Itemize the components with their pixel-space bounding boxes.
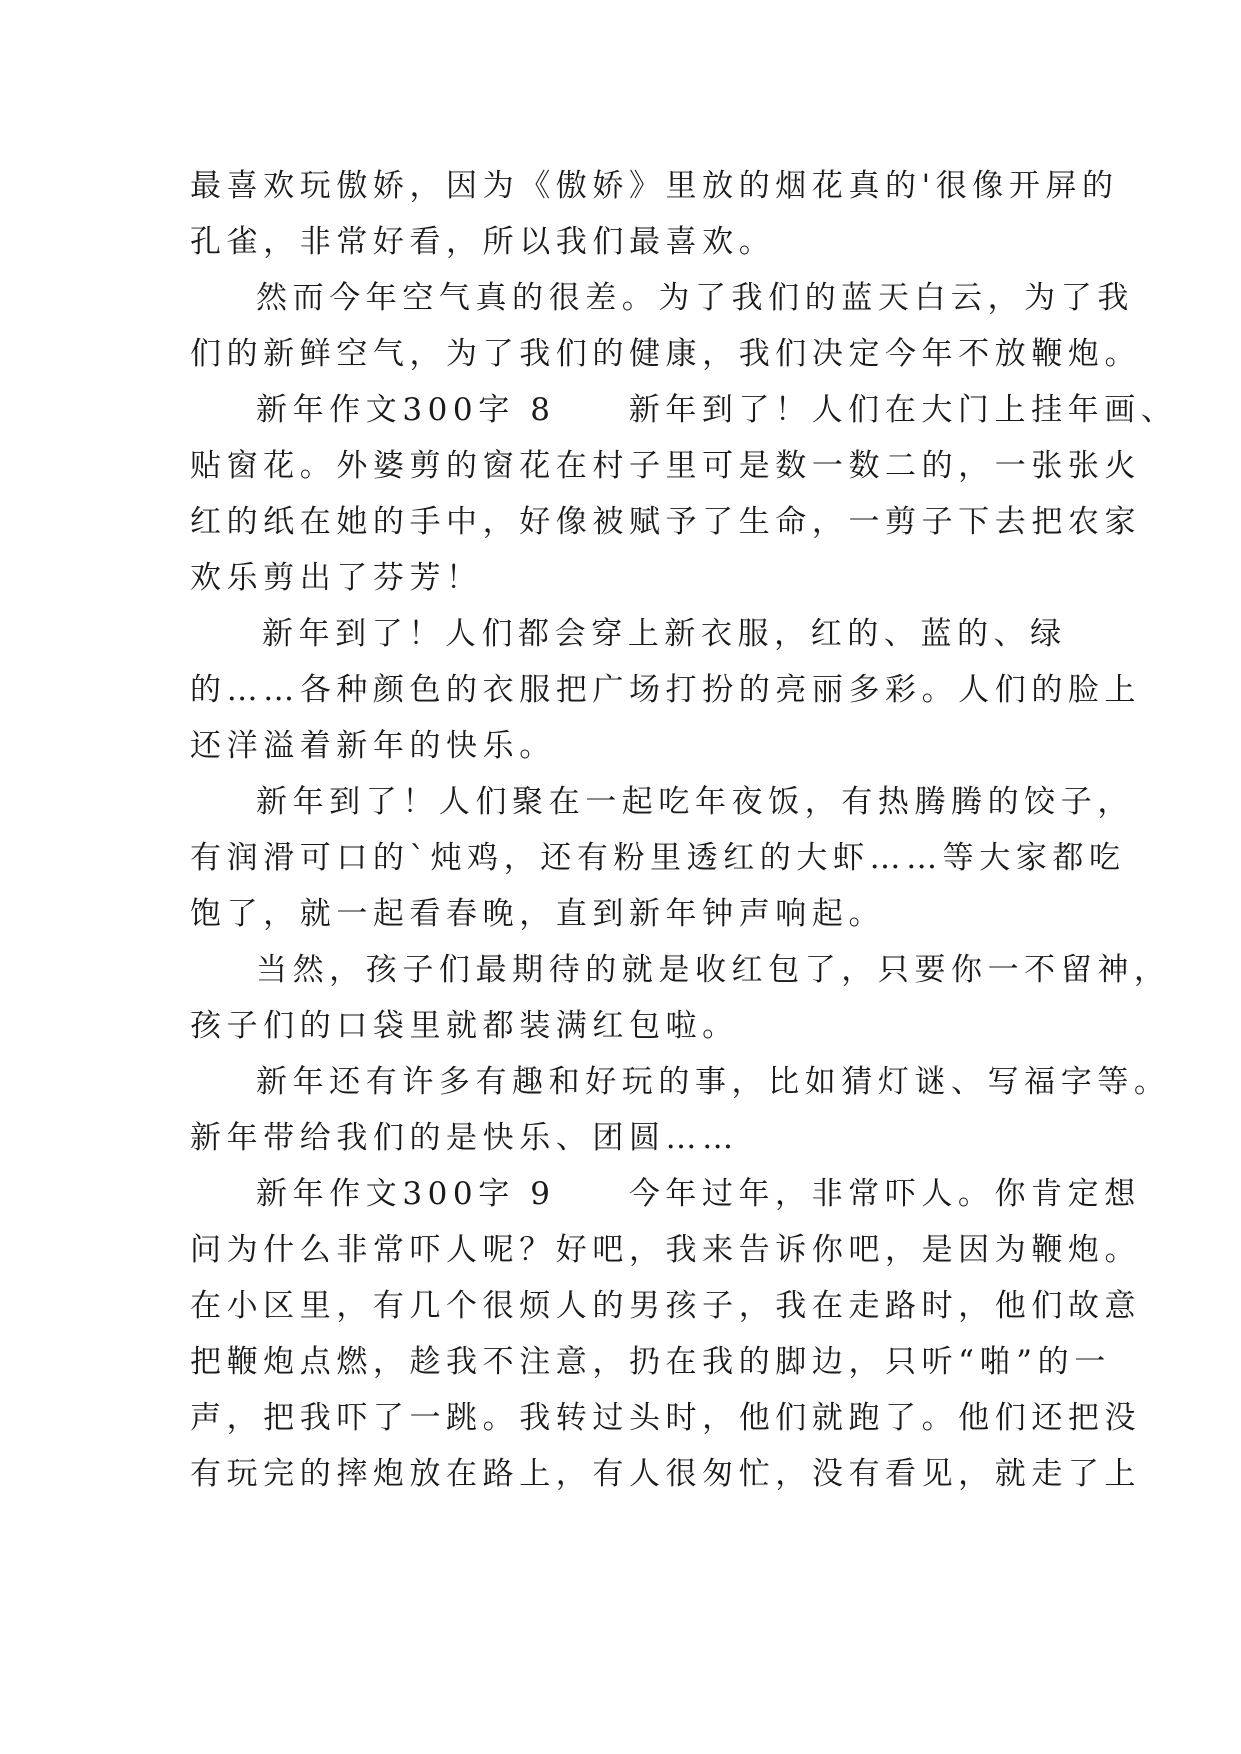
text-line: 新年作文300字 9 今年过年，非常吓人。你肯定想 xyxy=(256,1176,1141,1212)
text-line: 新年到了！人们都会穿上新衣服，红的、蓝的、绿 xyxy=(262,616,1067,652)
text-line: 饱了，就一起看春晚，直到新年钟声响起。 xyxy=(190,896,886,932)
text-line: 最喜欢玩傲娇，因为《傲娇》里放的烟花真的'很像开屏的 xyxy=(190,168,1119,204)
text-line: 欢乐剪出了芬芳！ xyxy=(190,560,483,596)
text-line: 新年还有许多有趣和好玩的事，比如猜灯谜、写福字等。 xyxy=(256,1064,1171,1100)
text-line: 问为什么非常吓人呢？好吧，我来告诉你吧，是因为鞭炮。 xyxy=(190,1232,1142,1268)
text-line: 新年带给我们的是快乐、团圆…… xyxy=(190,1120,739,1156)
text-line: 贴窗花。外婆剪的窗花在村子里可是数一数二的，一张张火 xyxy=(190,448,1142,484)
text-line: 的……各种颜色的衣服把广场打扮的亮丽多彩。人们的脸上 xyxy=(190,672,1142,708)
text-line: 孩子们的口袋里就都装满红包啦。 xyxy=(190,1008,739,1044)
text-line: 新年到了！人们聚在一起吃年夜饭，有热腾腾的饺子， xyxy=(256,784,1134,820)
text-line: 孔雀，非常好看，所以我们最喜欢。 xyxy=(190,224,776,260)
text-line: 把鞭炮点燃，趁我不注意，扔在我的脚边，只听“啪”的一 xyxy=(190,1344,1111,1380)
text-line: 还洋溢着新年的快乐。 xyxy=(190,728,556,764)
text-line: 然而今年空气真的很差。为了我们的蓝天白云，为了我 xyxy=(256,280,1134,316)
text-line: 当然，孩子们最期待的就是收红包了，只要你一不留神， xyxy=(256,952,1171,988)
text-line: 们的新鲜空气，为了我们的健康，我们决定今年不放鞭炮。 xyxy=(190,336,1142,372)
text-line: 红的纸在她的手中，好像被赋予了生命，一剪子下去把农家 xyxy=(190,504,1142,540)
text-line: 新年作文300字 8 新年到了！人们在大门上挂年画、 xyxy=(256,392,1178,428)
text-line: 在小区里，有几个很烦人的男孩子，我在走路时，他们故意 xyxy=(190,1288,1142,1324)
text-line: 有润滑可口的`炖鸡，还有粉里透红的大虾……等大家都吃 xyxy=(190,840,1126,876)
text-line: 有玩完的摔炮放在路上，有人很匆忙，没有看见，就走了上 xyxy=(190,1456,1142,1492)
text-line: 声，把我吓了一跳。我转过头时，他们就跑了。他们还把没 xyxy=(190,1400,1142,1436)
